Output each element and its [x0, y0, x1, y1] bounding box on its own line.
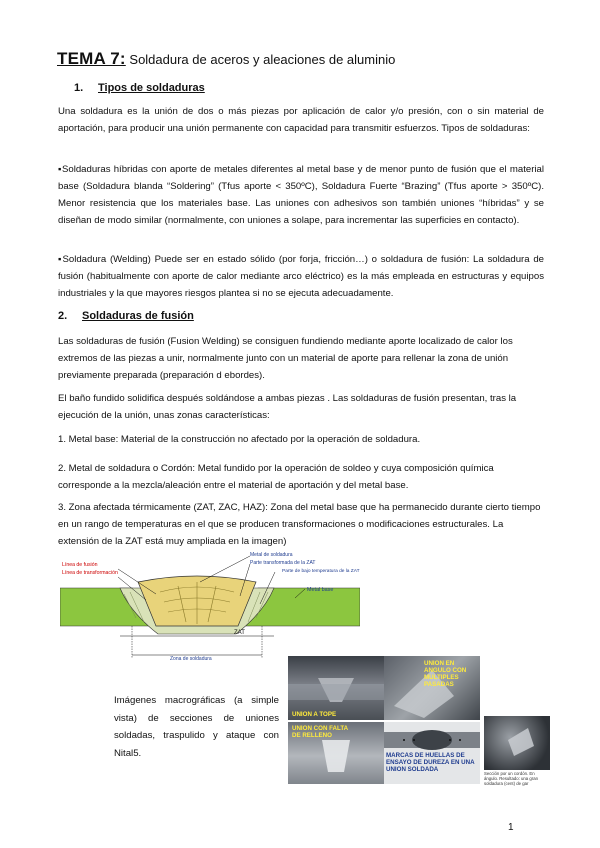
macro-caption: Imágenes macrográficas (a simple vista) de secciones de uniones soldadas, traspulido y ataque con Nital5.	[114, 695, 279, 759]
photo-label-a-tope: UNION A TOPE	[292, 711, 337, 718]
label-metal-soldadura: Metal de soldadura	[250, 552, 293, 558]
page-title	[57, 49, 395, 69]
paragraph-fusion: Las soldaduras de fusión (Fusion Welding) se consiguen fundiendo mediante aporte localizado de calor los extremos de las piezas a unir, normalmente junto con un material de aporte para rellenar la zona de unión previamente preparada (preparación d ebordes).	[58, 336, 513, 381]
label-linea-transformacion: Línea de transformación	[62, 570, 118, 576]
tema-label: TEMA 7:	[57, 49, 126, 68]
label-parte-transformada: Parte transformada de la ZAT	[250, 560, 316, 566]
label-zat: ZAT	[234, 630, 245, 636]
zone-metal-base: 1. Metal base: Material de la construcción no afectado por la operación de soldadura.	[58, 434, 421, 445]
zone-cordon: 2. Metal de soldadura o Cordón: Metal fundido por la operación de soldeo y cuya composición química corresponde a la mezcla/aleación entre el material de aportación y del metal base.	[58, 463, 494, 491]
section-1-number: 1.	[74, 82, 84, 94]
page-number: 1	[508, 822, 514, 833]
section-1-heading	[74, 82, 205, 94]
section-2-heading	[58, 310, 194, 322]
photo-falta-relleno	[288, 722, 384, 784]
photo-label-falta-relleno: UNION CON FALTA DE RELLENO	[292, 725, 348, 739]
section-1-title: Tipos de soldaduras	[98, 82, 205, 94]
paragraph-definition: Una soldadura es la unión de dos o más piezas por aplicación de calor y/o presión, con o sin material de aportación, para producir una unión permanente con capacidad para transmitir esfuerzos. Tipos de soldaduras:	[58, 106, 544, 134]
photo-union-a-tope	[288, 656, 384, 720]
label-linea-fusion: Línea de fusión	[62, 562, 98, 568]
label-metal-base: Metal base	[307, 587, 334, 593]
section-2-number: 2.	[58, 310, 68, 322]
label-parte-no-transformada: Parte de bajo temperatura de la ZAT	[282, 569, 360, 574]
photo-huellas-dureza	[384, 722, 480, 784]
label-zona-soldadura: Zona de soldadura	[170, 656, 212, 662]
paragraph-hybrid: ▪Soldaduras híbridas con aporte de metales diferentes al metal base y de menor punto de fusión que el material base (Soldadura blanda “Soldering” (Tfus aporte < 350ºC), Soldadura Fuerte “Brazing” (Tfus aporte > 350ºC). Menor resistencia que los materiales base. Las uniones con adhesivos son también uniones “híbridas” y se diseñan de modo similar (normalmente, con uniones a solape, para incrementar las superficies en contacto).	[58, 164, 544, 226]
zone-zat: 3. Zona afectada térmicamente (ZAT, ZAC, HAZ): Zona del metal base que ha permanecido durante cierto tiempo en un rango de temperaturas en el que se producen transformaciones o modificaciones estructurales. La extensión de la ZAT está muy ampliada en la imagen)	[58, 502, 541, 547]
paragraph-welding: ▪Soldadura (Welding) Puede ser en estado sólido (por forja, fricción…) o soldadura de fusión: La soldadura de fusión (habitualmente con aporte de calor mediante arco eléctrico) es la más empleada en estructuras y equipos industriales y la que mayores riesgos plantea si no se ejecuta adecuadamente.	[58, 254, 544, 299]
photo-label-angulo: UNION EN ANGULO CON MULTIPLES PASADAS	[424, 660, 467, 688]
photo-union-en-angulo	[384, 656, 480, 720]
photo-label-huellas: MARCAS DE HUELLAS DE ENSAYO DE DUREZA EN UNA UNION SOLDADA	[386, 752, 475, 773]
title-subtitle: Soldadura de aceros y aleaciones de aluminio	[125, 52, 396, 67]
photo-seccion-cordon	[484, 716, 550, 770]
paragraph-zones: El baño fundido solidifica después soldándose a ambas piezas . Las soldaduras de fusión presentan, tras la ejecución de la unión, unas zonas características:	[58, 393, 517, 421]
weld-zones-diagram	[60, 552, 360, 664]
photo-small-caption: Sección por un cordón. En ángulo. Resultado: una gran soldadura (cent) de gar	[484, 771, 538, 787]
section-2-title: Soldaduras de fusión	[82, 310, 194, 322]
